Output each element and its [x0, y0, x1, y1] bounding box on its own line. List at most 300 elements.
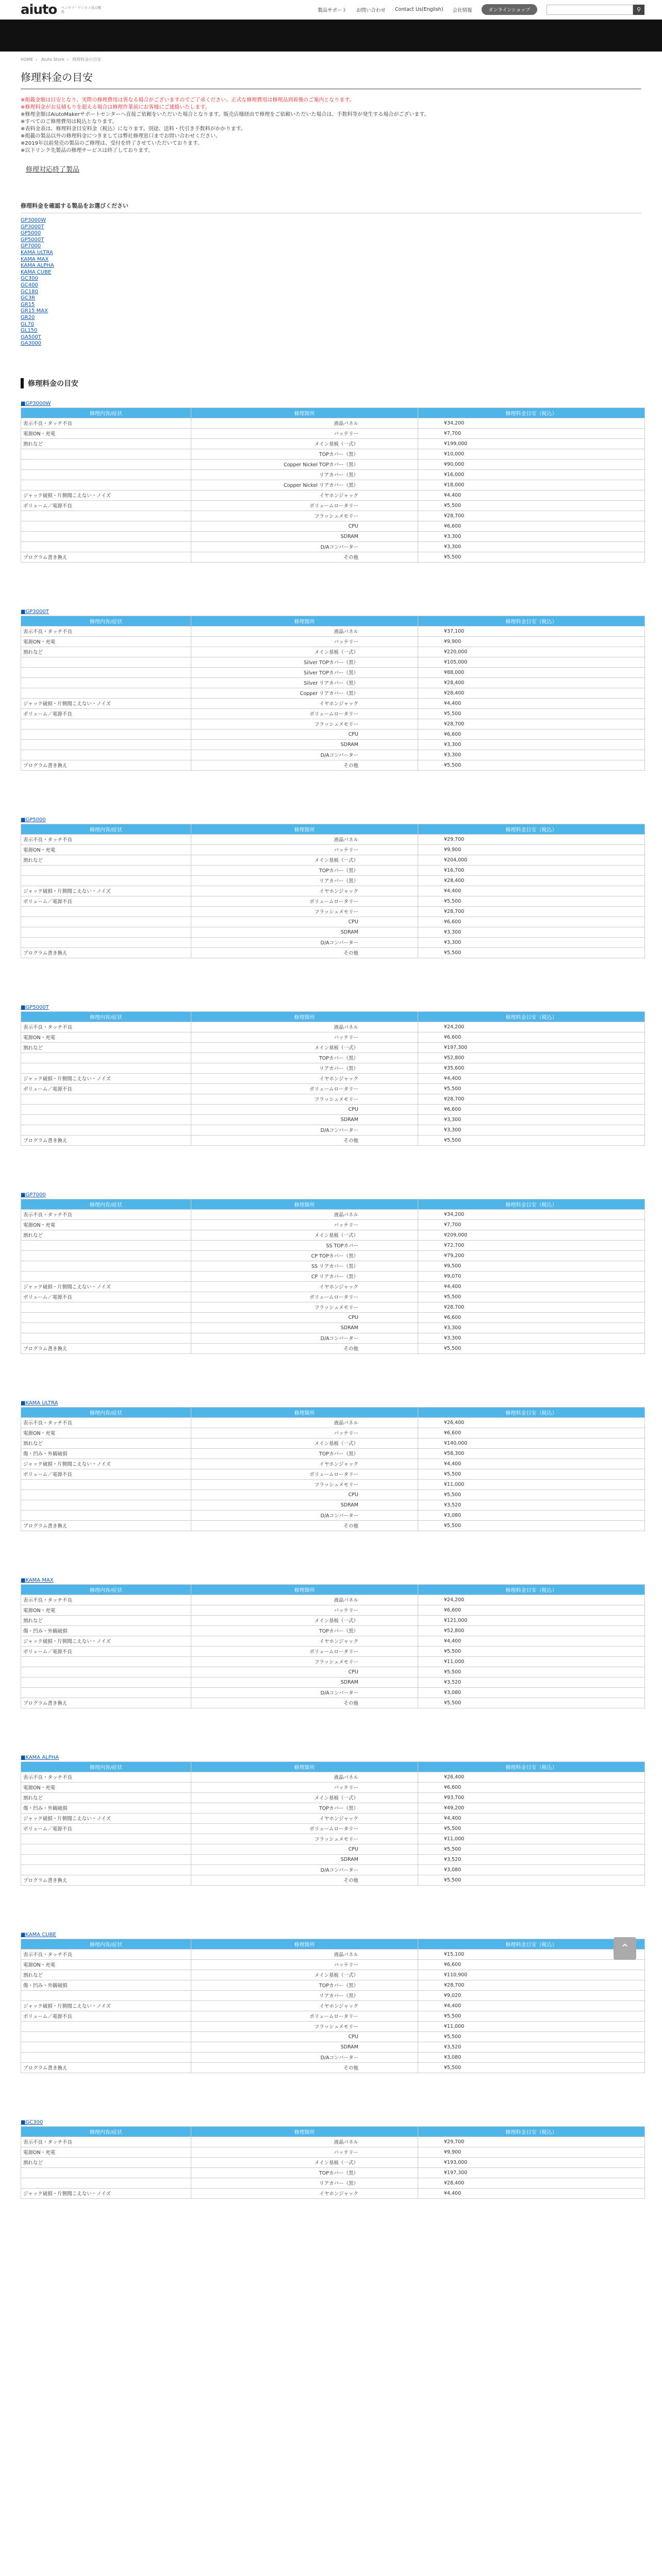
part-cell: CPU — [191, 2031, 418, 2042]
part-cell: Copper Nickel リアカバー（黒） — [191, 480, 418, 490]
price-cell: ¥5,500 — [418, 1343, 645, 1353]
table-row — [21, 418, 645, 428]
part-cell: TOPカバー（黒） — [191, 2167, 418, 2178]
price-cell: ¥3,300 — [418, 739, 645, 750]
part-cell: 液晶パネル — [191, 1772, 418, 1782]
price-cell: ¥26,400 — [418, 1417, 645, 1428]
symptom-cell: 割れなど — [21, 1792, 191, 1803]
part-cell: 液晶パネル — [191, 1417, 418, 1428]
column-header: 修理箇所 — [191, 1761, 418, 1772]
table-row — [21, 1281, 645, 1292]
column-header: 修理料金目安（税込） — [418, 1011, 645, 1022]
price-cell: ¥105,000 — [418, 657, 645, 667]
symptom-cell — [21, 1271, 191, 1281]
table-row — [21, 1219, 645, 1230]
price-cell: ¥9,900 — [418, 844, 645, 855]
price-cell: ¥5,500 — [418, 947, 645, 958]
part-cell: ボリュームロータリー — [191, 500, 418, 511]
table-row — [21, 1094, 645, 1104]
table-row — [21, 541, 645, 552]
symptom-cell — [21, 1114, 191, 1125]
breadcrumb-store[interactable]: Aiuto Store — [41, 57, 64, 62]
nav-company[interactable]: 会社情報 — [452, 7, 472, 13]
online-shop-button[interactable]: オンラインショップ — [482, 4, 537, 15]
product-anchor[interactable]: ■GP3000W — [21, 400, 51, 406]
table-row — [21, 1813, 645, 1823]
table-row — [21, 1980, 645, 1990]
part-cell: ボリュームロータリー — [191, 896, 418, 906]
price-cell: ¥72,700 — [418, 1240, 645, 1250]
symptom-cell: 表示不良・タッチ不良 — [21, 1949, 191, 1959]
part-cell: 液晶パネル — [191, 1949, 418, 1959]
price-cell: ¥16,000 — [418, 469, 645, 480]
price-table-block — [21, 1755, 641, 1886]
part-cell: ボリュームロータリー — [191, 1292, 418, 1302]
symptom-cell: プログラム書き換え — [21, 1520, 191, 1531]
price-cell: ¥3,300 — [418, 541, 645, 552]
product-anchor[interactable]: ■GP3000T — [21, 608, 49, 615]
part-cell: リアカバー（黒） — [191, 1063, 418, 1073]
symptom-cell: ボリューム／電源不良 — [21, 1083, 191, 1094]
price-cell: ¥204,000 — [418, 855, 645, 865]
symptom-cell — [21, 449, 191, 459]
note-line: ※掲載の製品以外の修理料金につきましては弊社修理窓口までお問い合わせください。 — [21, 133, 221, 139]
note-line: ※以下リンク先製品の修理サービスは終了しております。 — [21, 148, 154, 154]
price-cell: ¥34,200 — [418, 1209, 645, 1219]
price-cell: ¥121,000 — [418, 1615, 645, 1625]
nav-contact-english[interactable]: Contact Us(English) — [395, 7, 443, 12]
ended-products-link[interactable]: 修理対応終了製品 — [26, 166, 80, 174]
price-cell: ¥90,000 — [418, 459, 645, 469]
column-header: 修理箇所 — [191, 824, 418, 834]
symptom-cell — [21, 927, 191, 937]
header-nav — [318, 4, 644, 15]
column-header: 修理箇所 — [191, 1939, 418, 1949]
price-cell: ¥197,300 — [418, 1042, 645, 1053]
table-row — [21, 626, 645, 636]
price-cell: ¥4,400 — [418, 1636, 645, 1646]
part-cell: SDRAM — [191, 1854, 418, 1865]
symptom-cell — [21, 541, 191, 552]
part-cell: SS リアカバー（黒） — [191, 1261, 418, 1271]
price-table — [21, 616, 645, 771]
price-table — [21, 824, 645, 958]
part-cell: メイン基板（一式） — [191, 1970, 418, 1980]
table-row — [21, 855, 645, 865]
product-link[interactable]: GP3000T — [21, 224, 44, 230]
price-cell: ¥4,400 — [418, 1073, 645, 1083]
price-table-block — [21, 817, 641, 958]
price-cell: ¥6,600 — [418, 729, 645, 739]
symptom-cell — [21, 1667, 191, 1677]
part-cell: D/Aコンバーター — [191, 1865, 418, 1875]
table-row — [21, 511, 645, 521]
symptom-cell — [21, 2167, 191, 2178]
price-cell: ¥3,080 — [418, 2052, 645, 2062]
part-cell: フラッシュメモリー — [191, 2021, 418, 2031]
symptom-cell — [21, 1053, 191, 1063]
symptom-cell: 表示不良・タッチ不良 — [21, 1595, 191, 1605]
product-link[interactable]: GC400 — [21, 282, 38, 288]
symptom-cell — [21, 1677, 191, 1687]
price-cell: ¥4,400 — [418, 1459, 645, 1469]
product-link[interactable]: GR15 MAX — [21, 308, 48, 314]
table-row — [21, 449, 645, 459]
symptom-cell: ジャック破損・片側聞こえない・ノイズ — [21, 698, 191, 708]
price-cell: ¥5,500 — [418, 1823, 645, 1834]
symptom-cell: 電源ON・充電 — [21, 2147, 191, 2157]
table-row — [21, 906, 645, 917]
symptom-cell — [21, 1500, 191, 1510]
part-cell: CP リアカバー（黒） — [191, 1271, 418, 1281]
part-cell: イヤホンジャック — [191, 2001, 418, 2011]
symptom-cell: 割れなど — [21, 438, 191, 449]
symptom-cell — [21, 1104, 191, 1114]
part-cell: フラッシュメモリー — [191, 1302, 418, 1312]
price-cell: ¥3,520 — [418, 1677, 645, 1687]
table-row — [21, 1022, 645, 1032]
part-cell: SDRAM — [191, 1677, 418, 1687]
product-link[interactable]: GL70 — [21, 321, 35, 327]
symptom-cell: 割れなど — [21, 2157, 191, 2167]
symptom-cell — [21, 2031, 191, 2042]
symptom-cell: プログラム書き換え — [21, 1343, 191, 1353]
table-row — [21, 2052, 645, 2062]
column-header: 修理内容/症状 — [21, 1199, 191, 1209]
symptom-cell: ボリューム／電源不良 — [21, 1646, 191, 1656]
price-cell: ¥28,700 — [418, 511, 645, 521]
price-table — [21, 408, 645, 563]
price-table-block — [21, 1400, 641, 1531]
table-row — [21, 2042, 645, 2052]
price-table — [21, 1584, 645, 1708]
price-cell: ¥6,600 — [418, 1959, 645, 1970]
product-link[interactable]: KAMA CUBE — [21, 269, 52, 275]
price-cell: ¥16,700 — [418, 865, 645, 875]
price-tables — [21, 401, 641, 2199]
table-row — [21, 2021, 645, 2031]
symptom-cell: ジャック破損・片側聞こえない・ノイズ — [21, 1073, 191, 1083]
table-row — [21, 1479, 645, 1489]
symptom-cell: 電源ON・充電 — [21, 1959, 191, 1970]
back-to-top-button[interactable] — [614, 1937, 636, 1960]
part-cell: リアカバー（黒） — [191, 875, 418, 886]
part-cell: TOPカバー（黒） — [191, 1448, 418, 1459]
price-table-block — [21, 1192, 641, 1354]
arrow-up-icon: ⌃ — [620, 1942, 630, 1955]
price-cell: ¥9,900 — [418, 636, 645, 647]
table-row — [21, 1615, 645, 1625]
product-link[interactable]: GA3000 — [21, 341, 42, 347]
part-cell: リアカバー（黒） — [191, 2178, 418, 2188]
price-cell: ¥3,300 — [418, 531, 645, 541]
price-cell: ¥3,300 — [418, 750, 645, 760]
table-row — [21, 1032, 645, 1042]
part-cell: その他 — [191, 2062, 418, 2073]
product-link[interactable]: GP5000 — [21, 230, 41, 236]
table-row — [21, 1063, 645, 1073]
price-cell: ¥26,400 — [418, 1772, 645, 1782]
price-table — [21, 1761, 645, 1886]
symptom-cell: 傷・凹み・外観破損 — [21, 1625, 191, 1636]
table-row — [21, 1834, 645, 1844]
part-cell: SDRAM — [191, 2042, 418, 2052]
table-row — [21, 688, 645, 698]
symptom-cell — [21, 521, 191, 531]
part-cell: ボリュームロータリー — [191, 1823, 418, 1834]
price-cell: ¥5,500 — [418, 1135, 645, 1145]
table-row — [21, 521, 645, 531]
part-cell: Silver TOPカバー（黒） — [191, 657, 418, 667]
symptom-cell: 電源ON・充電 — [21, 1428, 191, 1438]
product-link[interactable]: GA500T — [21, 334, 41, 340]
symptom-cell: ジャック破損・片側聞こえない・ノイズ — [21, 1281, 191, 1292]
table-row — [21, 1510, 645, 1520]
product-anchor[interactable]: ■GP7000 — [21, 1192, 46, 1198]
part-cell: SS TOPカバー — [191, 1240, 418, 1250]
part-cell: TOPカバー（黒） — [191, 449, 418, 459]
price-cell: ¥28,400 — [418, 688, 645, 698]
product-link[interactable]: KAMA ALPHA — [21, 263, 54, 269]
symptom-cell — [21, 937, 191, 947]
part-cell: Copper Nickel TOPカバー（黒） — [191, 459, 418, 469]
column-header: 修理料金目安（税込） — [418, 616, 645, 626]
table-row — [21, 739, 645, 750]
table-row — [21, 917, 645, 927]
symptom-cell — [21, 469, 191, 480]
column-header: 修理箇所 — [191, 1584, 418, 1595]
table-row — [21, 844, 645, 855]
product-link[interactable]: GC3R — [21, 295, 36, 301]
product-anchor[interactable]: ■KAMA CUBE — [21, 1931, 56, 1938]
price-cell: ¥3,300 — [418, 1333, 645, 1343]
symptom-cell: 割れなど — [21, 855, 191, 865]
part-cell: ボリュームロータリー — [191, 1469, 418, 1479]
price-cell: ¥220,000 — [418, 647, 645, 657]
symptom-cell — [21, 1240, 191, 1250]
symptom-cell: 割れなど — [21, 1438, 191, 1448]
table-row — [21, 1240, 645, 1250]
table-row — [21, 708, 645, 719]
part-cell: ボリュームロータリー — [191, 708, 418, 719]
price-cell: ¥58,300 — [418, 1448, 645, 1459]
product-link[interactable]: GC180 — [21, 289, 38, 295]
symptom-cell: 割れなど — [21, 1970, 191, 1980]
price-cell: ¥93,700 — [418, 1792, 645, 1803]
table-row — [21, 1667, 645, 1677]
table-row — [21, 2011, 645, 2021]
price-cell: ¥5,500 — [418, 1292, 645, 1302]
price-cell: ¥5,500 — [418, 552, 645, 562]
product-anchor[interactable]: ■KAMA MAX — [21, 1577, 54, 1583]
table-row — [21, 552, 645, 562]
symptom-cell: ジャック破損・片側聞こえない・ノイズ — [21, 886, 191, 896]
search-input[interactable] — [547, 5, 633, 15]
symptom-cell: ジャック破損・片側聞こえない・ノイズ — [21, 1459, 191, 1469]
part-cell: バッテリー — [191, 1032, 418, 1042]
price-cell: ¥209,000 — [418, 1230, 645, 1240]
part-cell: バッテリー — [191, 1959, 418, 1970]
symptom-cell — [21, 511, 191, 521]
part-cell: 液晶パネル — [191, 1022, 418, 1032]
hero-band — [0, 20, 662, 52]
price-cell: ¥6,600 — [418, 1605, 645, 1615]
table-row — [21, 1636, 645, 1646]
symptom-cell — [21, 1323, 191, 1333]
symptom-cell — [21, 657, 191, 667]
price-cell: ¥6,600 — [418, 521, 645, 531]
part-cell: その他 — [191, 760, 418, 770]
table-row — [21, 1625, 645, 1636]
part-cell: SDRAM — [191, 1114, 418, 1125]
table-row — [21, 1104, 645, 1114]
part-cell: イヤホンジャック — [191, 1813, 418, 1823]
table-row — [21, 1782, 645, 1792]
part-cell: D/Aコンバーター — [191, 937, 418, 947]
part-cell: バッテリー — [191, 1782, 418, 1792]
price-cell: ¥79,200 — [418, 1250, 645, 1261]
product-link[interactable]: GR20 — [21, 314, 35, 320]
table-row — [21, 1698, 645, 1708]
product-link[interactable]: KAMA MAX — [21, 256, 49, 262]
price-cell: ¥4,400 — [418, 2001, 645, 2011]
symptom-cell — [21, 1479, 191, 1489]
price-table-block — [21, 1578, 641, 1708]
product-link[interactable]: GP7000 — [21, 243, 41, 249]
part-cell: SDRAM — [191, 1500, 418, 1510]
symptom-cell: プログラム書き換え — [21, 1135, 191, 1145]
table-row — [21, 1083, 645, 1094]
part-cell: CP TOPカバー（黒） — [191, 1250, 418, 1261]
price-cell: ¥5,500 — [418, 1469, 645, 1479]
price-cell: ¥5,500 — [418, 2011, 645, 2021]
breadcrumb-home[interactable]: HOME — [21, 57, 34, 62]
part-cell: メイン基板（一式） — [191, 438, 418, 449]
note-line: ※掲載金額は目安となり、実際の修理費用は異なる場合がございますのでご了承ください。正式な修理費用は修理品到着後のご案内となります。 — [21, 97, 355, 103]
price-table-block — [21, 2120, 641, 2199]
part-cell: CPU — [191, 1312, 418, 1323]
part-cell: フラッシュメモリー — [191, 1656, 418, 1667]
price-cell: ¥5,500 — [418, 1667, 645, 1677]
part-cell: フラッシュメモリー — [191, 511, 418, 521]
table-row — [21, 1250, 645, 1261]
price-cell: ¥11,000 — [418, 1479, 645, 1489]
column-header: 修理内容/症状 — [21, 1011, 191, 1022]
table-row — [21, 1489, 645, 1500]
price-cell: ¥18,000 — [418, 480, 645, 490]
price-table — [21, 1939, 645, 2073]
product-anchor[interactable]: ■GP5000T — [21, 1004, 49, 1010]
product-anchor[interactable]: ■KAMA ALPHA — [21, 1754, 59, 1760]
symptom-cell: プログラム書き換え — [21, 1875, 191, 1885]
symptom-cell: 表示不良・タッチ不良 — [21, 2137, 191, 2147]
part-cell: D/Aコンバーター — [191, 1125, 418, 1135]
table-row — [21, 1438, 645, 1448]
price-cell: ¥28,400 — [418, 2178, 645, 2188]
part-cell: CPU — [191, 729, 418, 739]
symptom-cell: 傷・凹み・外観破損 — [21, 1448, 191, 1459]
symptom-cell — [21, 1865, 191, 1875]
price-cell: ¥7,700 — [418, 1219, 645, 1230]
table-row — [21, 1677, 645, 1687]
part-cell: D/Aコンバーター — [191, 2052, 418, 2062]
symptom-cell — [21, 1834, 191, 1844]
symptom-cell — [21, 2052, 191, 2062]
table-row — [21, 1605, 645, 1615]
part-cell: D/Aコンバーター — [191, 1333, 418, 1343]
product-link[interactable]: KAMA ULTRA — [21, 249, 53, 256]
column-header: 修理内容/症状 — [21, 408, 191, 418]
nav-support[interactable]: 製品サポート — [318, 7, 347, 13]
price-cell: ¥5,500 — [418, 2062, 645, 2073]
price-table-block — [21, 1005, 641, 1146]
symptom-cell — [21, 1312, 191, 1323]
symptom-cell — [21, 1333, 191, 1343]
price-cell: ¥52,800 — [418, 1625, 645, 1636]
part-cell: フラッシュメモリー — [191, 1479, 418, 1489]
symptom-cell — [21, 1063, 191, 1073]
product-link[interactable]: GP3000W — [21, 217, 46, 223]
product-link[interactable]: GC300 — [21, 276, 38, 282]
note-line: ※すべてのご修理費用は税込となります。 — [21, 119, 118, 125]
table-row — [21, 1595, 645, 1605]
section-title: 修理料金の目安 — [21, 378, 641, 388]
note-line: ※表料金表は、修理料金目安料金（税込）になります。別途、送料・代引き手数料がかかります。 — [21, 126, 246, 132]
table-row — [21, 1261, 645, 1271]
price-cell: ¥6,600 — [418, 1032, 645, 1042]
table-row — [21, 1772, 645, 1782]
part-cell: リアカバー（黒） — [191, 469, 418, 480]
product-link[interactable]: GL150 — [21, 328, 38, 334]
table-row — [21, 657, 645, 667]
nav-contact[interactable]: お問い合わせ — [356, 7, 386, 13]
site-logo[interactable]: aiuto — [21, 2, 57, 18]
price-cell: ¥3,300 — [418, 1125, 645, 1135]
symptom-cell: ジャック破損・片側聞こえない・ノイズ — [21, 1636, 191, 1646]
table-row — [21, 1271, 645, 1281]
table-row — [21, 896, 645, 906]
symptom-cell: ボリューム／電源不良 — [21, 500, 191, 511]
part-cell: イヤホンジャック — [191, 2188, 418, 2198]
symptom-cell — [21, 480, 191, 490]
product-link[interactable]: GP5000T — [21, 236, 44, 243]
product-anchor[interactable]: ■GP5000 — [21, 817, 46, 823]
part-cell: イヤホンジャック — [191, 1281, 418, 1292]
table-row — [21, 1949, 645, 1959]
table-row — [21, 1135, 645, 1145]
table-row — [21, 1459, 645, 1469]
part-cell: フラッシュメモリー — [191, 906, 418, 917]
product-link[interactable]: GR15 — [21, 301, 35, 308]
symptom-cell — [21, 688, 191, 698]
price-cell: ¥140,000 — [418, 1438, 645, 1448]
product-anchor[interactable]: ■KAMA ULTRA — [21, 1400, 58, 1406]
product-anchor[interactable]: ■GC300 — [21, 2119, 43, 2125]
table-row — [21, 2188, 645, 2198]
symptom-cell: プログラム書き換え — [21, 947, 191, 958]
price-cell: ¥9,500 — [418, 1261, 645, 1271]
price-cell: ¥28,700 — [418, 1094, 645, 1104]
price-cell: ¥6,600 — [418, 917, 645, 927]
select-heading: 修理料金を確認する製品をお選びください — [21, 199, 641, 213]
search-icon[interactable]: ⚲ — [633, 5, 644, 15]
column-header: 修理料金目安（税込） — [418, 2126, 645, 2137]
price-cell: ¥5,500 — [418, 1875, 645, 1885]
part-cell: フラッシュメモリー — [191, 719, 418, 729]
table-row — [21, 1990, 645, 2001]
table-row — [21, 1823, 645, 1834]
symptom-cell: 割れなど — [21, 1042, 191, 1053]
